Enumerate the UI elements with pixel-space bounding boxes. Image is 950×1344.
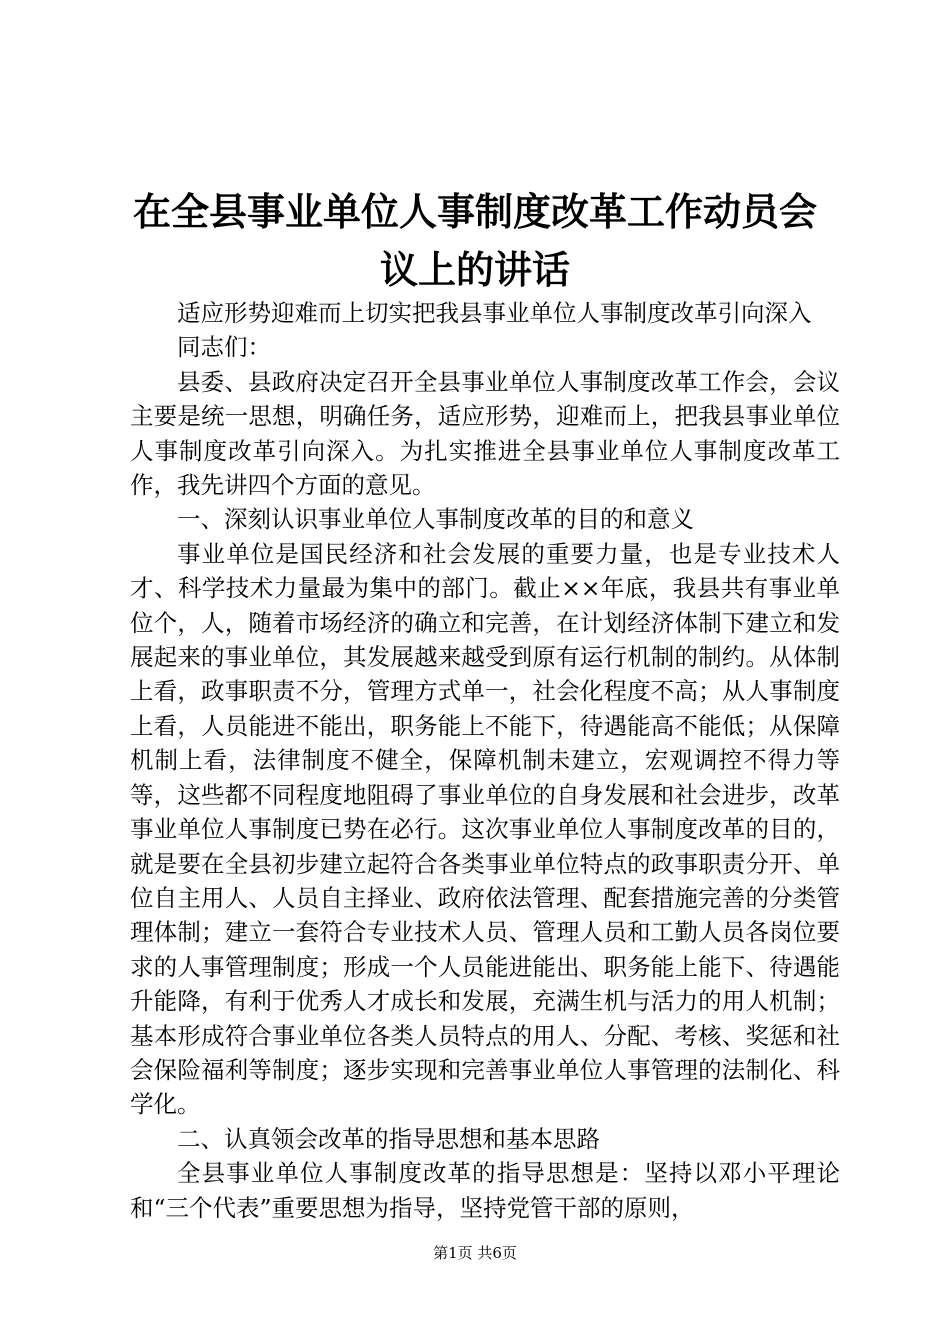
subtitle-paragraph: 适应形势迎难而上切实把我县事业单位人事制度改革引向深入 <box>177 299 812 327</box>
intro-paragraph: 县委、县政府决定召开全县事业单位人事制度改革工作会，会议主要是统一思想，明确任务，适应形势，迎难而上，把我县事业单位人事制度改革引向深入。为扎实推进全县事业单位人事制度改革工作，我先讲四个方面的意见。 <box>130 367 840 500</box>
section-2-paragraph: 全县事业单位人事制度改革的指导思想是：坚持以邓小平理论和“三个代表”重要思想为指导，坚持党管干部的原则， <box>130 1159 840 1222</box>
document-title: 在全县事业单位人事制度改革工作动员会议上的讲话 <box>132 189 817 292</box>
page-footer: 第1页 共6页 <box>433 1244 517 1262</box>
section-heading-1: 一、深刻认识事业单位人事制度改革的目的和意义 <box>177 505 694 534</box>
section-heading-2: 二、认真领会改革的指导思想和基本思路 <box>177 1124 600 1153</box>
section-1-paragraph: 事业单位是国民经济和社会发展的重要力量，也是专业技术人才、科学技术力量最为集中的部门。截止××年底，我县共有事业单位个，人，随着市场经济的确立和完善，在计划经济体制下建立和发展起来的事业单位，其发展越来越受到原有运行机制的制约。从体制上看，政事职责不分，管理方式单一，社会化程度不高；从人事制度上看，人员能进不能出，职务能上不能下，待遇能高不能低；从保障机制上看，法律制度不健全，保障机制未建立，宏观调控不得力等等，这些都不同程度地阻碍了事业单位的自身发展和社会进步，改革事业单位人事制度已势在必行。这次事业单位人事制度改革的目的，就是要在全县初步建立起符合各类事业单位特点的政事职责分开、单位自主用人、人员自主择业、政府依法管理、配套措施完善的分类管理体制；建立一套符合专业技术人员、管理人员和工勤人员各岗位要求的人事管理制度；形成一个人员能进能出、职务能上能下、待遇能升能降，有利于优秀人才成长和发展，充满生机与活力的用人机制；基本形成符合事业单位各类人员特点的用人、分配、考核、奖惩和社会保险福利等制度；逐步实现和完善事业单位人事管理的法制化、科学化。 <box>130 539 840 1119</box>
salutation-paragraph: 同志们： <box>177 333 271 362</box>
document-body <box>130 296 840 1225</box>
